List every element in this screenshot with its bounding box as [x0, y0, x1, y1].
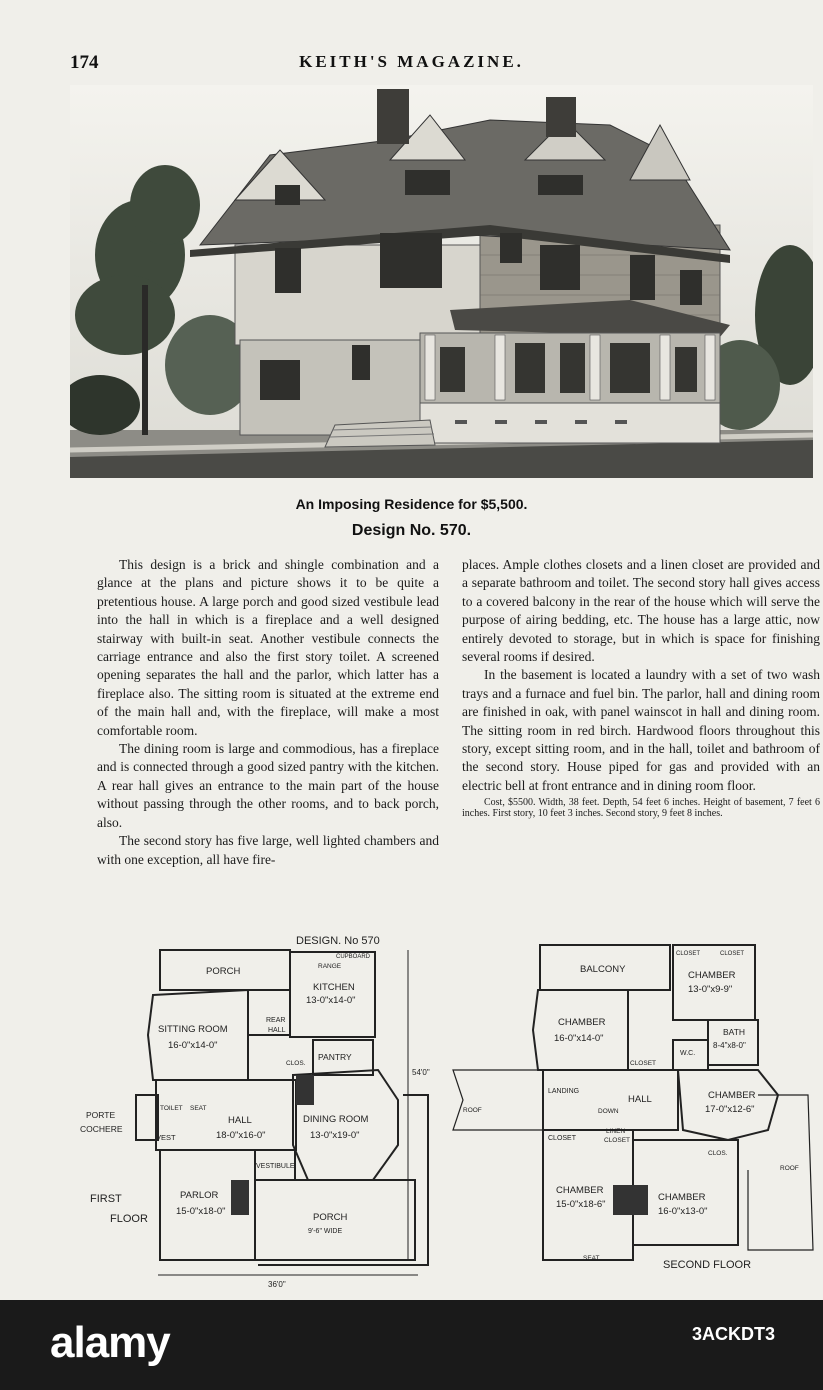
design-number: Design No. 570. — [351, 522, 472, 539]
room-label: CLOSET — [604, 1137, 631, 1144]
magazine-title: KEITH'S MAGAZINE. — [299, 52, 524, 71]
room-label: W.C. — [680, 1050, 696, 1057]
room-label: SITTING ROOM — [158, 1024, 228, 1035]
room-label: PORCH — [206, 966, 241, 977]
room-size: 15-0"x18-6" — [556, 1199, 606, 1210]
floor-plans — [68, 930, 823, 1290]
house-illustration — [70, 85, 813, 478]
room-label: PORCH — [313, 1212, 348, 1223]
specifications: Cost, $5500. Width, 38 feet. Depth, 54 feet 6 inches. Height of basement, 7 feet 6 inches. First story, 10 feet 3 inches. Second story, 9 feet 8 inches. — [462, 797, 820, 820]
image-id: 3ACKDT3 — [691, 1324, 775, 1344]
room-label: REAR — [266, 1017, 286, 1024]
room-size: 13-0"x19-0" — [310, 1130, 360, 1141]
room-label: CLOSET — [676, 951, 701, 957]
dimension: 36'0" — [268, 1280, 286, 1289]
article-left-column — [97, 556, 439, 869]
room-label: VEST — [156, 1133, 176, 1142]
floor-label: FLOOR — [110, 1213, 148, 1225]
stock-footer — [0, 1300, 823, 1390]
room-size: 16-0"x14-0" — [168, 1040, 218, 1051]
design-label: DESIGN. No 570 — [296, 935, 380, 947]
room-label: LANDING — [548, 1088, 580, 1095]
room-label: HALL — [268, 1027, 286, 1034]
caption-title: An Imposing Residence for $5,500. — [295, 496, 528, 512]
paragraph: The second story has five large, well lighted chambers and with one exception, all have fire- — [97, 833, 439, 867]
room-label: VESTIBULE — [256, 1163, 295, 1170]
room-label: CHAMBER — [688, 970, 736, 981]
room-label: HALL — [228, 1115, 252, 1126]
room-label: ROOF — [463, 1107, 482, 1114]
room-label: SEAT — [190, 1105, 207, 1112]
room-label: TOILET — [160, 1105, 183, 1112]
room-label: LINEN — [606, 1128, 626, 1135]
paragraph: In the basement is located a laundry with a set of two wash trays and a furnace and fuel bin. The parlor, hall and dining room are finished in oak, with panel wainscot in hall and dining room. The sitting room in red birch. Hardwood floors throughout this story, except sitting room, and in the hall, toilet and bathroom of the second story. House piped for gas and provided with an electric bell at front entrance and in dining room floor. — [462, 667, 820, 793]
room-label: BATH — [723, 1027, 746, 1037]
room-label: CLOSET — [720, 951, 745, 957]
room-size: 15-0"x18-0" — [176, 1206, 226, 1217]
room-size: 16-0"x14-0" — [554, 1033, 604, 1044]
room-label: RANGE — [318, 963, 342, 970]
room-label: CLOSET — [630, 1060, 657, 1067]
alamy-logo[interactable]: alamy — [50, 1318, 170, 1367]
room-size: 9'-6" WIDE — [308, 1228, 343, 1235]
floor-label: FIRST — [90, 1193, 122, 1205]
room-label: SEAT — [583, 1255, 600, 1262]
room-size: 18-0"x16-0" — [216, 1130, 266, 1141]
room-label: CHAMBER — [658, 1192, 706, 1203]
paragraph: The dining room is large and commodious, has a fireplace and is connected through a good sized pantry with the kitchen. A rear hall gives an entrance to the main part of the house without passing through the other rooms, and to back porch, also. — [97, 741, 439, 830]
room-label: CLOS. — [708, 1150, 728, 1157]
room-label: PARLOR — [180, 1190, 219, 1201]
room-label: CHAMBER — [556, 1185, 604, 1196]
room-label: KITCHEN — [313, 982, 355, 993]
room-size: 8-4"x8-0" — [713, 1041, 746, 1050]
page-number: 174 — [70, 52, 99, 73]
paragraph: This design is a brick and shingle combination and a glance at the plans and picture shows it to be quite a pretentious house. A large porch and good sized vestibule lead into the hall in which is a fireplace and a well designed stairway with built-in seat. Another vestibule connects the carriage entrance and also the first story toilet. A screened opening separates the hall and the parlor, which latter has a fireplace also. The sitting room is situated at the extreme end of the main hall and, with the fireplace, will make a most comfortable room. — [97, 557, 439, 738]
room-size: 13-0"x14-0" — [306, 995, 356, 1006]
room-label: DOWN — [598, 1108, 619, 1115]
paragraph: places. Ample clothes closets and a linen closet are provided and a separate bathroom and toilet. The second story hall gives access to a covered balcony in the rear of the house which will serve the purpose of airing bedding, etc. The house has a large attic, now entirely devoted to storage, but in which is space for finishing several rooms if desired. — [462, 557, 820, 665]
room-size: 16-0"x13-0" — [658, 1206, 708, 1217]
room-label: HALL — [628, 1094, 652, 1105]
room-label: CLOSET — [548, 1135, 577, 1142]
room-label: PANTRY — [318, 1052, 352, 1062]
room-size: 17-0"x12-6" — [705, 1104, 755, 1115]
room-label: BALCONY — [580, 964, 626, 975]
room-size: 13-0"x9-9" — [688, 984, 733, 995]
room-label: CUPBOARD — [336, 954, 371, 960]
room-label: DINING ROOM — [303, 1114, 369, 1125]
room-label: CHAMBER — [708, 1090, 756, 1101]
room-label: CHAMBER — [558, 1017, 606, 1028]
room-label: PORTE — [86, 1110, 116, 1120]
article-right-column — [462, 556, 820, 819]
dimension: 54'0" — [412, 1068, 430, 1077]
floor-label: SECOND FLOOR — [663, 1259, 752, 1271]
room-label: ROOF — [780, 1165, 799, 1172]
room-label: CLOS. — [286, 1060, 306, 1067]
room-label: COCHERE — [80, 1124, 123, 1134]
